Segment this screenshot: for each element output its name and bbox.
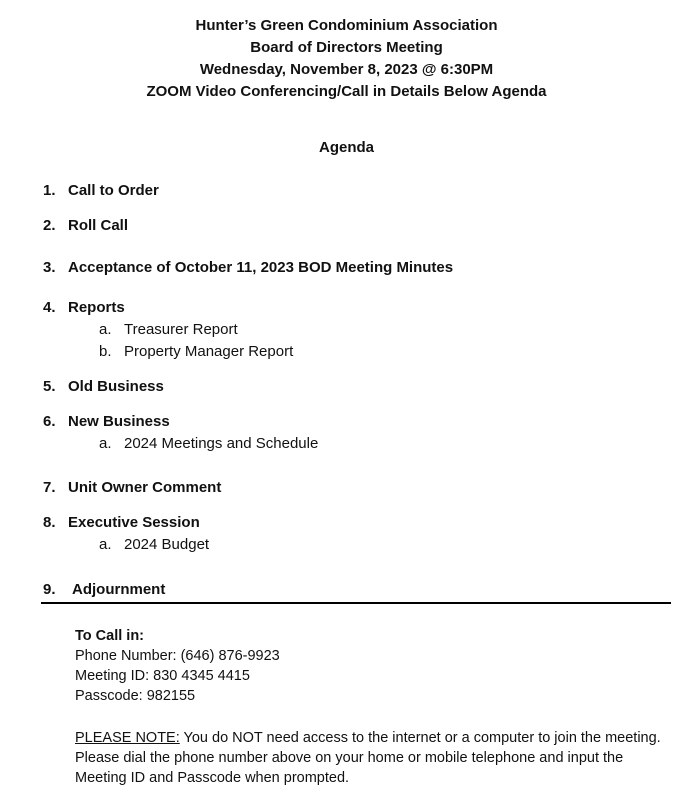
item-number: 9. — [43, 581, 56, 598]
item-number: 4. — [43, 299, 56, 316]
item-number: 2. — [43, 217, 56, 234]
call-in-title: To Call in: — [75, 628, 145, 644]
subitem-label: Treasurer Report — [124, 321, 238, 338]
agenda-item — [43, 579, 165, 601]
item-number: 6. — [43, 413, 56, 430]
call-in-details — [75, 626, 280, 706]
section-divider — [41, 602, 671, 604]
meeting-id: Meeting ID: 830 4345 4415 — [75, 668, 250, 684]
item-number: 7. — [43, 479, 56, 496]
agenda-item — [43, 257, 453, 279]
agenda-subitem — [99, 433, 318, 455]
meeting-date: Wednesday, November 8, 2023 @ 6:30PM — [199, 61, 494, 78]
subitem-label: 2024 Meetings and Schedule — [124, 435, 319, 452]
agenda-item — [43, 215, 128, 237]
item-number: 3. — [43, 259, 56, 276]
agenda-item — [43, 376, 164, 398]
subitem-label: Property Manager Report — [124, 343, 294, 360]
item-label: Adjournment — [72, 581, 166, 598]
subitem-letter: a. — [99, 536, 112, 553]
agenda-subitem — [99, 319, 238, 341]
note-label: PLEASE NOTE: — [75, 730, 180, 746]
agenda-subitem — [99, 534, 209, 556]
item-label: Roll Call — [68, 217, 129, 234]
item-number: 5. — [43, 378, 56, 395]
please-note — [75, 728, 675, 788]
subitem-letter: a. — [99, 321, 112, 338]
agenda-item — [43, 297, 125, 319]
item-label: Executive Session — [68, 514, 200, 531]
agenda-title: Agenda — [318, 139, 374, 156]
agenda-item — [43, 411, 170, 433]
association-name: Hunter’s Green Condominium Association — [195, 17, 498, 34]
item-label: Acceptance of October 11, 2023 BOD Meeting Minutes — [68, 259, 454, 276]
meeting-header — [0, 15, 693, 103]
agenda-item — [43, 512, 200, 534]
item-number: 8. — [43, 514, 56, 531]
meeting-type: Board of Directors Meeting — [250, 39, 443, 56]
passcode: Passcode: 982155 — [75, 688, 196, 704]
item-label: Unit Owner Comment — [68, 479, 222, 496]
item-label: Reports — [68, 299, 125, 316]
item-label: New Business — [68, 413, 170, 430]
subitem-label: 2024 Budget — [124, 536, 210, 553]
item-label: Call to Order — [68, 182, 159, 199]
phone-number: Phone Number: (646) 876-9923 — [75, 648, 280, 664]
subitem-letter: b. — [99, 343, 112, 360]
subitem-letter: a. — [99, 435, 112, 452]
item-number: 1. — [43, 182, 56, 199]
agenda-subitem — [99, 341, 293, 363]
agenda-item — [43, 477, 221, 499]
note-text: You do NOT need access to the internet or a computer to join the meeting. Please dial the phone number above on your home or mobile telephone and input the Meeting ID and Passcode when prompted. — [75, 730, 661, 786]
meeting-location: ZOOM Video Conferencing/Call in Details Below Agenda — [146, 83, 547, 100]
item-label: Old Business — [68, 378, 164, 395]
agenda-item — [43, 180, 159, 202]
